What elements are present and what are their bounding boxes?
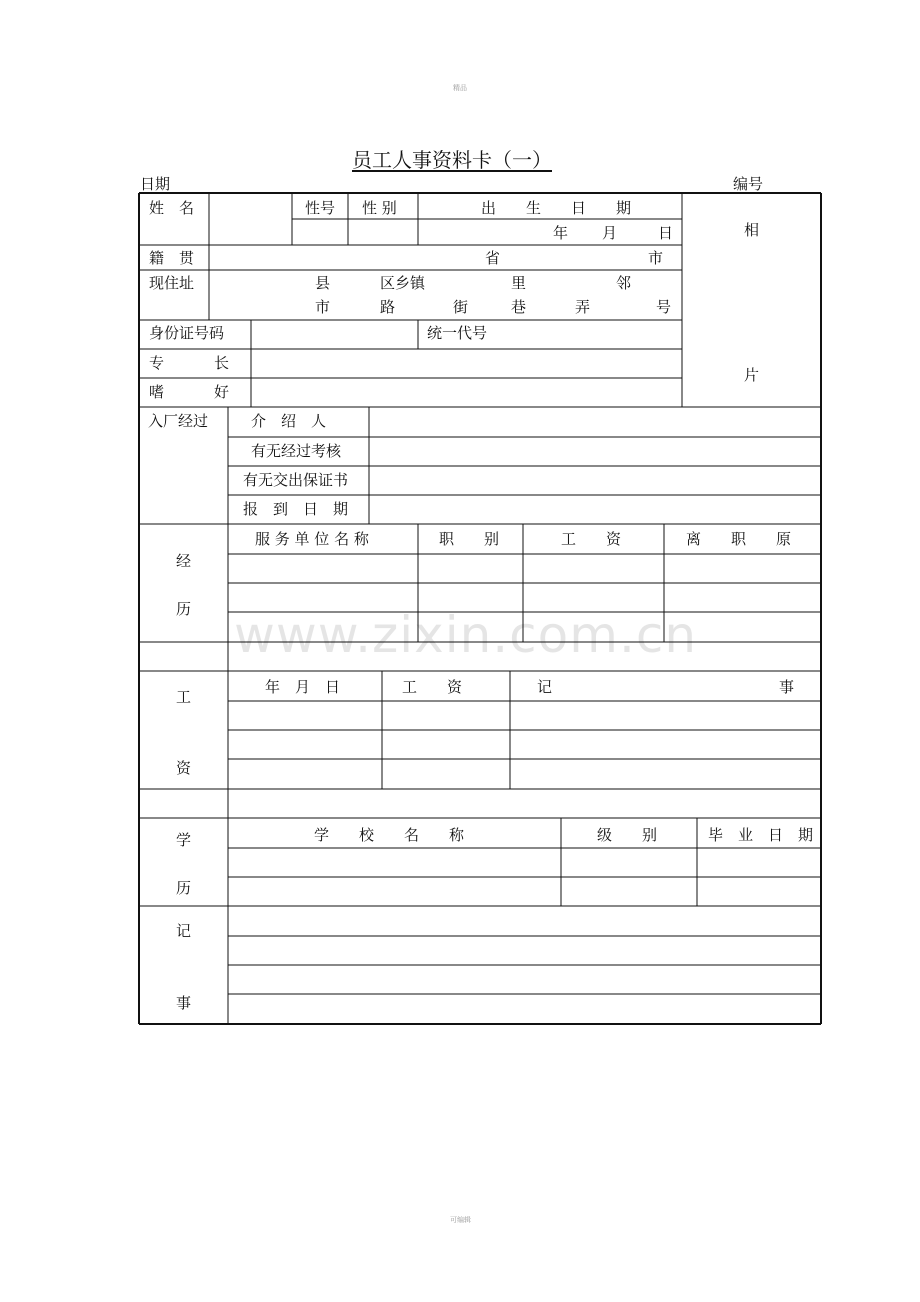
id-card-label: 身份证号码 — [149, 324, 225, 342]
birth-month-label: 月 — [602, 224, 618, 242]
unified-code-label: 统一代号 — [427, 324, 488, 342]
col-service-unit: 服 务 单 位 名 称 — [255, 530, 369, 548]
native-place-label: 籍 贯 — [149, 249, 195, 267]
notes-label-2: 事 — [176, 994, 192, 1012]
county-label: 县 — [315, 274, 331, 292]
photo-label-top: 相 — [744, 221, 760, 239]
col-wage-salary: 工 资 — [402, 678, 463, 696]
birth-date-label: 出 生 日 期 — [481, 199, 632, 217]
hobby-label-2: 好 — [214, 383, 230, 401]
introducer-label: 介 绍 人 — [251, 412, 327, 430]
shi-label: 市 — [315, 298, 331, 316]
experience-label-2: 历 — [176, 600, 192, 618]
col-school-name: 学 校 名 称 — [314, 826, 465, 844]
col-edu-level: 级 别 — [597, 826, 658, 844]
wage-label-2: 资 — [176, 759, 192, 777]
gender-label: 性 别 — [362, 199, 397, 217]
education-label-1: 学 — [176, 831, 192, 849]
lane-label: 巷 — [511, 298, 527, 316]
report-date-label: 报 到 日 期 — [243, 500, 349, 518]
li-label: 里 — [511, 274, 527, 292]
photo-label-bottom: 片 — [744, 366, 760, 384]
hao-label: 号 — [656, 298, 672, 316]
form-title: 员工人事资料卡（一） — [352, 148, 552, 172]
province-label: 省 — [485, 249, 501, 267]
page-bottom-note: 可编辑 — [450, 1216, 471, 1224]
col-wage-note-1: 记 — [537, 678, 553, 696]
name-label: 姓 名 — [149, 199, 195, 217]
col-wage-note-2: 事 — [779, 678, 795, 696]
road-label: 路 — [380, 298, 396, 316]
birth-day-label: 日 — [658, 224, 674, 242]
hobby-label-1: 嗜 — [149, 383, 165, 401]
district-label: 区乡镇 — [380, 274, 426, 292]
col-position: 职 别 — [439, 530, 500, 548]
assessment-label: 有无经过考核 — [251, 442, 342, 460]
specialty-label-1: 专 — [149, 354, 165, 372]
page-top-note: 精品 — [453, 84, 467, 92]
number-label: 编号 — [733, 175, 764, 193]
col-wage-date: 年 月 日 — [265, 678, 341, 696]
col-exp-salary: 工 资 — [561, 530, 622, 548]
xinghao-label: 性号 — [305, 199, 336, 217]
watermark: www.zixin.com.cn — [234, 606, 698, 664]
col-leave-reason: 离 职 原 — [686, 530, 792, 548]
address-label: 现住址 — [149, 274, 195, 292]
wage-label-1: 工 — [176, 688, 192, 706]
birth-year-label: 年 — [553, 224, 569, 242]
city-label: 市 — [648, 249, 664, 267]
guarantee-label: 有无交出保证书 — [243, 471, 349, 489]
experience-label-1: 经 — [176, 552, 192, 570]
street-label: 街 — [453, 298, 469, 316]
lin-label: 邻 — [616, 274, 632, 292]
entry-label: 入厂经过 — [148, 412, 209, 430]
specialty-label-2: 长 — [214, 354, 230, 372]
notes-label-1: 记 — [176, 922, 192, 940]
alley-label: 弄 — [575, 298, 591, 316]
education-label-2: 历 — [176, 879, 192, 897]
date-label: 日期 — [140, 175, 171, 193]
col-graduation-date: 毕 业 日 期 — [708, 826, 814, 844]
